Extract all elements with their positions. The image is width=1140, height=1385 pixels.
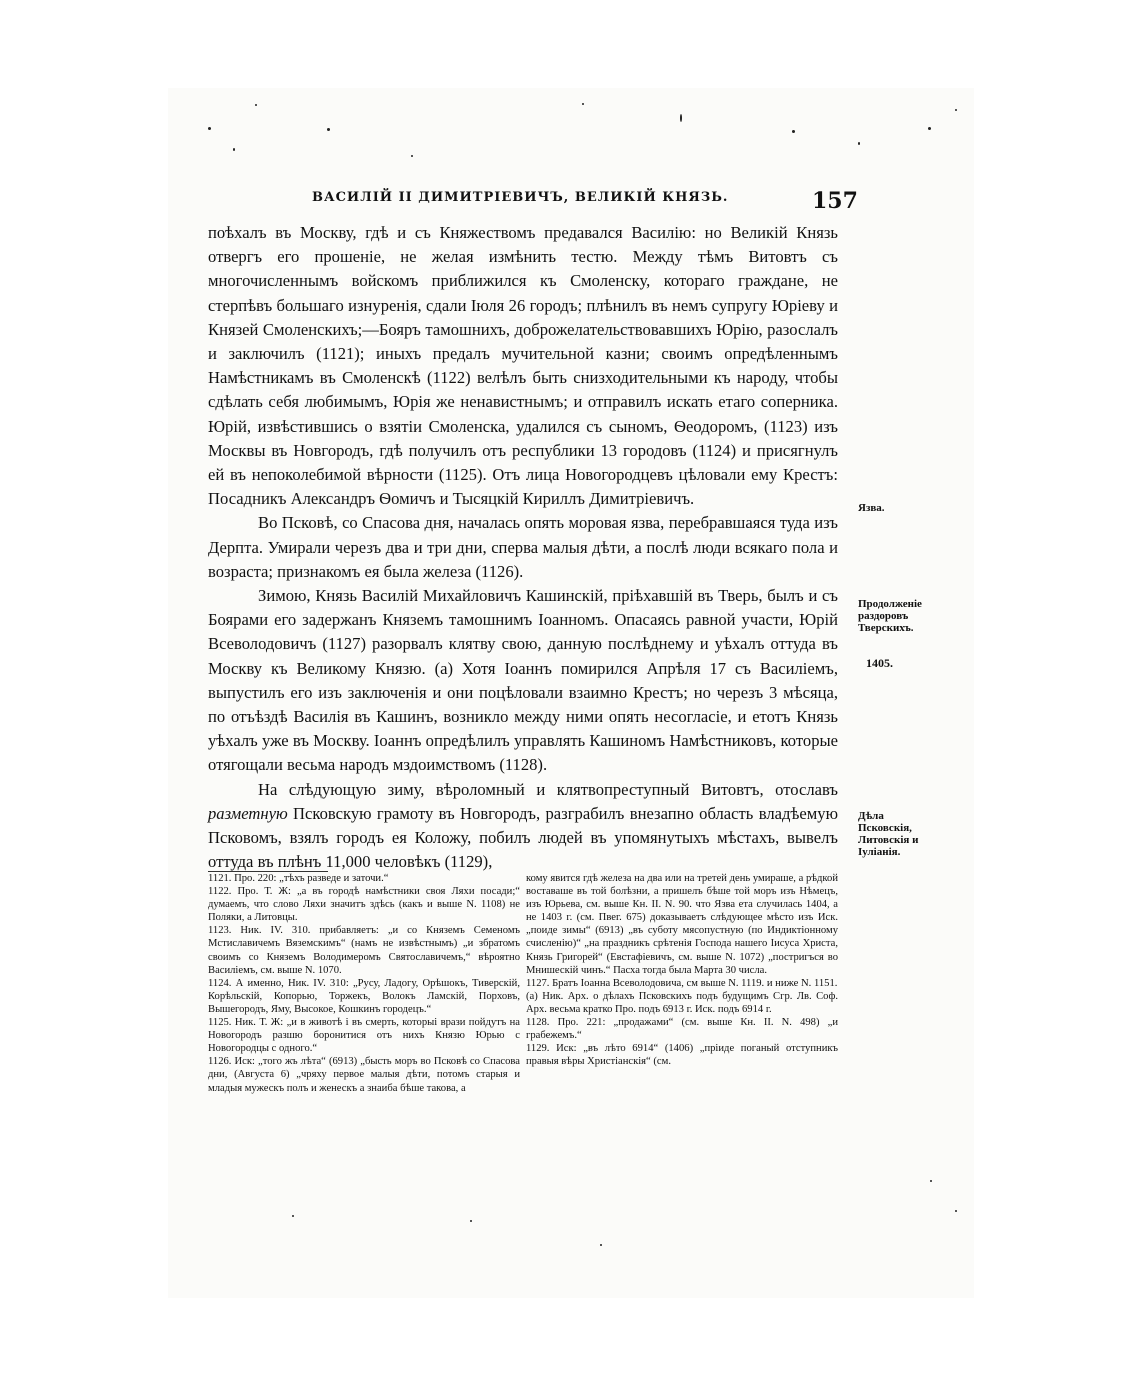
margin-note-pskov: Дѣла Псковскія, Литовскія и Іуліанія. xyxy=(858,810,919,858)
running-head: ВАСИЛІЙ II ДИМИТРІЕВИЧЪ, ВЕЛИКІЙ КНЯЗЬ. xyxy=(312,190,729,205)
main-text xyxy=(208,221,838,874)
scan-speck xyxy=(233,148,235,151)
scan-speck xyxy=(928,127,931,130)
footnote: 1127. Братъ Іоанна Всеволодовича, см выше N. 1119. и ниже N. 1151. xyxy=(526,977,838,989)
scan-speck xyxy=(858,142,860,145)
scan-speck xyxy=(930,1180,932,1182)
scan-speck xyxy=(955,1210,957,1212)
scan-speck xyxy=(411,155,413,157)
scan-speck xyxy=(792,130,795,133)
footnote: (а) Ник. Арх. о дѣлахъ Псковскихъ подъ будущимъ Сгр. Лв. Соф. Арх. весьма кратко Про. подъ 6913 г. Иск. подъ 6914 г. xyxy=(526,990,838,1015)
footnotes-right-column xyxy=(526,872,838,1068)
scan-speck xyxy=(680,114,682,122)
footnote: 1128. Про. 221: „продажами“ (см. выше Кн. II. N. 498) „и грабежемъ.“ xyxy=(526,1017,838,1042)
footnotes-left-column xyxy=(208,872,520,1095)
scan-speck xyxy=(292,1215,294,1217)
scan-speck xyxy=(327,128,330,131)
margin-note-plague: Язва. xyxy=(858,502,885,514)
scan-speck xyxy=(470,1220,472,1222)
paragraph: На слѣдующую зиму, вѣроломный и клятвопреступный Витовтъ, отославъ разметную Псковскую грамоту въ Новгородъ, разграбилъ внезапно область владѣемую Псковомъ, взялъ городъ ея Коложу, побилъ людей въ упомянутыхъ мѣстахъ, вывелъ оттуда въ плѣнъ 11,000 человѣкъ (1129), xyxy=(208,779,838,872)
margin-note-tver: Продолженіе раздоровъ Тверскихъ. xyxy=(858,598,922,634)
emphasis: разметную xyxy=(208,803,288,823)
footnote: 1129. Иск: „въ лѣто 6914“ (1406) „пріиде поганый отступникъ правыя вѣры Христіанскія“ (см. xyxy=(526,1043,838,1068)
scan-speck xyxy=(955,109,957,111)
footnote: 1122. Про. Т. Ж: „а въ городѣ намѣстники своя Ляхи посади;“ думаемъ, что слово Ляхи значитъ здѣсь (какъ и выше N. 1108) не Поляки, а Литовцы. xyxy=(208,886,520,924)
paragraph: поѣхалъ въ Москву, гдѣ и съ Княжествомъ предавался Василію: но Великій Князь отвергъ его прошеніе, не желая измѣнить тестю. Между тѣмъ Витовтъ съ многочисленнымъ войскомъ приближился къ Смоленску, котораго граждане, не стерпѣвъ большаго изнуренія, сдали Іюля 26 городъ; плѣнилъ въ немъ супругу Юріеву и Князей Смоленскихъ;—Бояръ тамошнихъ, доброжелательствовавшихъ Юрію, разослалъ и заключилъ (1121); иныхъ предалъ мучительной казни; своимъ опредѣленнымъ Намѣстникамъ въ Смоленскѣ (1122) велѣлъ быть снизходительными къ народу, чтобы сдѣлать себя любимымъ, Юрія же ненавистнымъ; и отправилъ искать етаго соперника. Юрій, извѣстившись о взятіи Смоленска, удалился съ сыномъ, Ѳеодоромъ, (1123) изъ Москвы въ Новгородъ, гдѣ получилъ отъ республики 13 городовъ (1124) и присягнулъ ей въ непоколебимой вѣрности (1125). Отъ лица Новогородцевъ цѣловали ему Крестъ: Посадникъ Александръ Ѳомичъ и Тысяцкій Кириллъ Димитріевичъ. xyxy=(208,223,838,509)
footnote: кому явится гдѣ железа на два или на третей день умираше, а рѣдкой воставаше въ той болѣзни, а пришелъ бѣше той моръ изъ Нѣмецъ, изъ Юрьева, см. выше Кн. II. N. 90. что Язва ета случилась 1404, а не 1403 г. (см. Пвег. 675) доказываетъ слѣдующее мѣсто изъ Иск. „поиде зимы“ (6913) „въ суботу мясопустную (по Индиктіонному счисленію)“ „на праздникъ срѣтенія Господа нашего Іисуса Христа, Князь Григорей“ (Евстафіевичъ, см. выше N. 1072) „постригъся во Мнишескій чинъ.“ Пасха тогда была Марта 30 числа. xyxy=(526,873,838,976)
footnote: 1124. А именно, Ник. IV. 310: „Русу, Ладогу, Орѣшокъ, Тиверскій, Корѣльскій, Копорью, Торжекъ, Волокъ Ламскій, Порховъ, Вышегородъ, Яму, Высокое, Кошкинъ городецъ.“ xyxy=(208,977,520,1015)
paragraph: Зимою, Князь Василій Михайловичъ Кашинскій, пріѣхавшій въ Тверь, былъ и съ Боярами его задержанъ Княземъ тамошнимъ Іоанномъ. Опасаясь равной участи, Юрій Всеволодовичъ (1127) разорвалъ клятву свою, данную послѣднему и уѣхалъ оттуда въ Москву къ Великому Князю. (а) Хотя Іоаннъ помирился Апрѣля 17 съ Василіемъ, выпустилъ его изъ заключенія и они поцѣловали взаимно Крестъ; но черезъ 3 мѣсяца, по отъѣздѣ Василія въ Кашинъ, возникло между ними опять несогласіе, и етотъ Князь уѣхалъ уже въ Москву. Іоаннъ опредѣлилъ управлять Кашиномъ Намѣстниковъ, которые отягощали весьма народъ мздоимствомъ (1128). xyxy=(208,586,838,775)
footnote: 1121. Про. 220: „тѣхъ разведе и заточи.“ xyxy=(208,873,389,884)
scan-speck xyxy=(582,103,584,105)
margin-note-year: 1405. xyxy=(866,656,893,670)
scan-speck xyxy=(208,127,211,130)
footnote: 1125. Ник. Т. Ж: „и в животѣ і въ смерть, которыі врази пойдутъ на Новогородъ разшю боронитися отъ нихъ Князю Юрью с Новогородцы с одного.“ xyxy=(208,1017,520,1055)
scan-speck xyxy=(600,1244,602,1246)
page-number: 157 xyxy=(812,188,858,214)
paragraph: Во Псковѣ, со Спасова дня, началась опять моровая язва, перебравшаяся туда изъ Дерпта. Умирали черезъ два и три дни, сперва малыя дѣти, а послѣ люди всякаго пола и возраста; признакомъ ея была железа (1126). xyxy=(208,513,838,581)
footnote: 1123. Ник. IV. 310. прибавляетъ: „и со Княземъ Семеномъ Мстиславичемъ Вяземскимъ“ (намъ не извѣстнымъ) „и збратомъ своимъ со Княземъ Володимеромъ Святославичемъ,“ вѣроятно Василіемъ, см. выше N. 1070. xyxy=(208,925,520,976)
footnote: 1126. Иск: „того жъ лѣта“ (6913) „бысть моръ во Псковѣ со Спасова дни, (Августа 6) „чряху первое малыя дѣти, потомъ старыя и младыя мужескъ полъ и женескъ а знаиба бѣше такова, а xyxy=(208,1056,520,1094)
scan-speck xyxy=(255,104,257,106)
